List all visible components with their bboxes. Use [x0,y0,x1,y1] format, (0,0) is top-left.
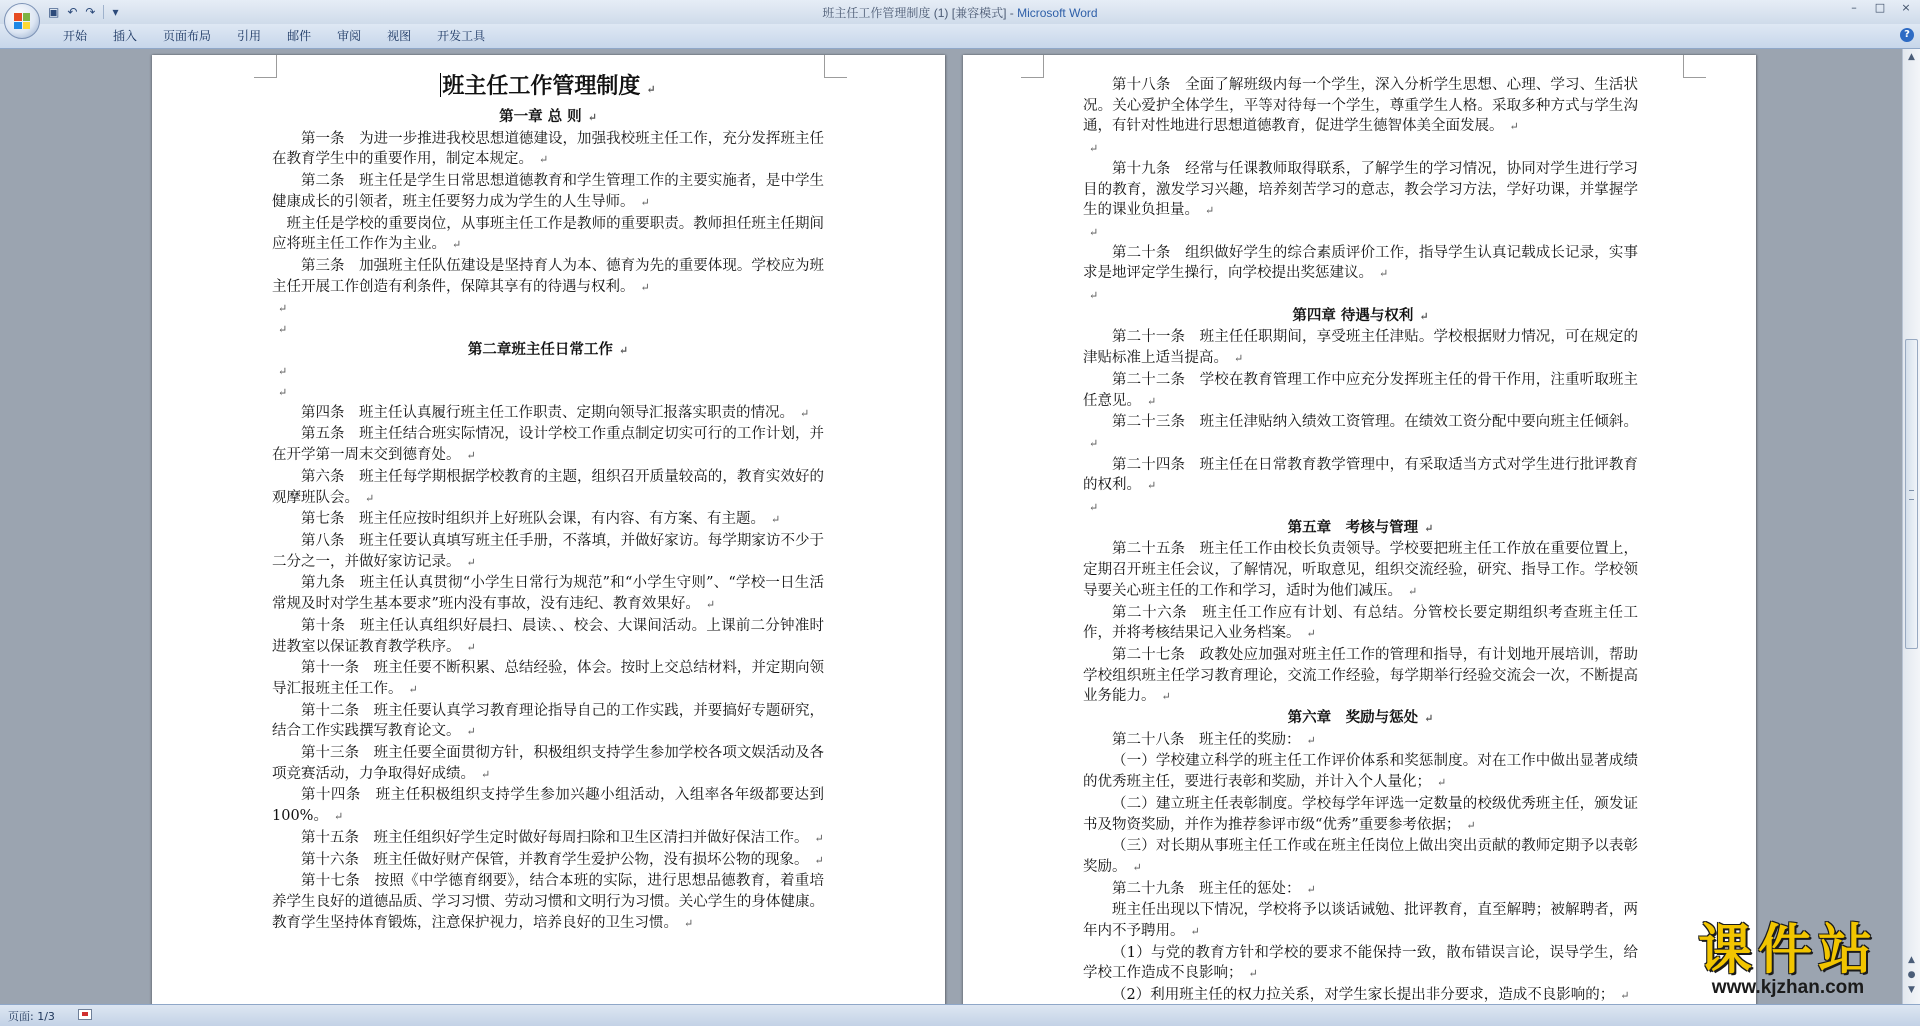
chapter-heading: 第四章 待遇与权利 ↵ [1292,306,1429,324]
tab-home[interactable]: 开始 [63,29,88,43]
paragraph: 第二十九条 班主任的惩处： ↵ [1112,880,1316,897]
paragraph: （1）与党的教育方针和学校的要求不能保持一致，散布错误言论，误导学生，给学校工作造成不良影响； ↵ [1083,944,1638,982]
paragraph: 第九条 班主任认真贯彻“小学生日常行为规范”和“小学生守则”、“学校一日生活常规及时对学生基本要求”班内没有事故，没有违纪、教育效果好。 ↵ [272,575,824,613]
paragraph: （二）建立班主任表彰制度。学校每学年评选一定数量的校级优秀班主任，颁发证书及物资奖励，并作为推荐参评市级“优秀”重要参考依据； ↵ [1083,795,1638,833]
document-name: 班主任工作管理制度 (1) [兼容模式] - [822,6,1018,20]
minimize-button[interactable]: – [1851,1,1857,14]
paragraph: （三）对长期从事班主任工作或在班主任岗位上做出突出贡献的教师定期予以表彰奖励。 ↵ [1083,838,1638,875]
tab-review[interactable]: 审阅 [337,29,362,43]
paragraph: 班主任是学校的重要岗位，从事班主任工作是教师的重要职责。教师担任班主任期间应将班主任工作作为主业。 ↵ [272,215,824,253]
scroll-thumb[interactable] [1905,339,1918,649]
empty-paragraph: ↵ [278,323,288,337]
paragraph: 第二条 班主任是学生日常思想道德教育和学生管理工作的主要实施者，是中学生健康成长的引领者，班主任要努力成为学生的人生导师。 ↵ [272,173,824,210]
crop-mark [824,55,847,78]
paragraph: 第七条 班主任应按时组织并上好班队会课，有内容、有方案、有主题。 ↵ [301,511,781,528]
previous-page-icon[interactable]: ▲ [1908,955,1915,965]
paragraph: 第十三条 班主任要全面贯彻方针，积极组织支持学生参加学校各项文娱活动及各项竞赛活动，力争取得好成绩。 ↵ [272,745,824,782]
tab-mailings[interactable]: 邮件 [287,29,312,43]
paragraph: 第十二条 班主任要认真学习教育理论指导自己的工作实践，并要搞好专题研究，结合工作实践撰写教育论文。 ↵ [272,702,824,740]
paragraph: 第十四条 班主任积极组织支持学生参加兴趣小组活动，入组率各年级都要达到 100%。 ↵ [272,787,824,825]
tab-insert[interactable]: 插入 [113,29,138,43]
paragraph: 第四条 班主任认真履行班主任工作职责、定期向领导汇报落实职责的情况。 ↵ [301,404,810,421]
paragraph: 第二十四条 班主任在日常教育教学管理中，有采取适当方式对学生进行批评教育的权利。 ↵ [1083,456,1638,494]
paragraph: 第十五条 班主任组织好学生定时做好每周扫除和卫生区清扫并做好保洁工作。 ↵ [301,829,824,846]
ribbon-tabs [50,28,498,44]
vertical-scrollbar[interactable] [1902,49,1920,1004]
grip-icon [1909,490,1914,500]
paragraph: 第十六条 班主任做好财产保管，并教育学生爱护公物，没有损坏公物的现象。 ↵ [301,851,824,868]
chapter-heading: 第二章班主任日常工作 ↵ [467,340,629,358]
window-controls [1846,1,1914,14]
chapter-heading: 第六章 奖励与惩处 ↵ [1287,709,1434,727]
paragraph: 第一条 为进一步推进我校思想道德建设，加强我校班主任工作，充分发挥班主任在教育学生中的重要作用，制定本规定。 ↵ [272,130,824,168]
help-icon[interactable]: ? [1900,28,1914,42]
watermark-name: 课件站 [1698,918,1878,981]
scroll-up-icon[interactable]: ▲ [1908,52,1915,62]
paragraph: 班主任出现以下情况，学校将予以谈话诫勉、批评教育，直至解聘；被解聘者，两年内不予聘用。 ↵ [1083,902,1638,940]
crop-mark [1683,55,1706,78]
paragraph: 第五条 班主任结合班实际情况，设计学校工作重点制定切实可行的工作计划，并在开学第一周末交到德育处。 ↵ [272,426,824,464]
ribbon-tab-bar [0,24,1920,49]
proofing-icon[interactable] [78,1009,92,1020]
empty-paragraph: ↵ [278,386,288,400]
paragraph: 第二十五条 班主任工作由校长负责领导。学校要把班主任工作放在重要位置上，定期召开班主任会议，了解情况，听取意见，组织交流经验，研究、指导工作。学校领导要关心班主任的工作和学习，适时为他们减压。 ↵ [1083,541,1638,599]
browse-object-icon[interactable]: ● [1907,970,1916,980]
redo-icon[interactable]: ↷ [85,5,96,19]
paragraph: 第二十一条 班主任任职期间，享受班主任津贴。学校根据财力情况，可在规定的津贴标准上适当提高。 ↵ [1083,329,1638,367]
chapter-heading: 第五章 考核与管理 ↵ [1287,518,1434,536]
customize-icon[interactable]: ▾ [112,5,119,19]
paragraph: 第二十三条 班主任津贴纳入绩效工资管理。在绩效工资分配中要向班主任倾斜。↵ [1089,414,1638,450]
paragraph: 第六条 班主任每学期根据学校教育的主题，组织召开质量较高的，教育实效好的观摩班队会。 ↵ [272,468,824,506]
app-name: Microsoft Word [1017,6,1098,20]
paragraph: 第二十八条 班主任的奖励： ↵ [1112,731,1316,748]
paragraph: （一）学校建立科学的班主任工作评价体系和奖惩制度。对在工作中做出显著成绩的优秀班主任，要进行表彰和奖励，并计入个人量化； ↵ [1083,753,1638,791]
title-bar [0,0,1920,24]
document-page-1[interactable] [152,55,945,1010]
window-title [0,4,1920,21]
paragraph: 第三条 加强班主任队伍建设是坚持育人为本、德育为先的重要体现。学校应为班主任开展工作创造有利条件，保障其享有的待遇与权利。 ↵ [272,257,824,295]
paragraph: 第二十二条 学校在教育管理工作中应充分发挥班主任的骨干作用，注重听取班主任意见。 ↵ [1083,371,1638,409]
paragraph: 第十九条 经常与任课教师取得联系，了解学生的学习情况，协同对学生进行学习目的教育，激发学习兴趣，培养刻苦学习的意志，教会学习方法，学好功课，并掌握学生的课业负担量。 ↵ [1083,160,1638,219]
next-page-icon[interactable]: ▼ [1908,985,1915,995]
office-logo-icon [14,13,30,29]
empty-paragraph: ↵ [1089,225,1099,239]
watermark-url: www.kjzhan.com [1711,977,1865,998]
paragraph: 第二十七条 政教处应加强对班主任工作的管理和指导，有计划地开展培训，帮助学校组织班主任学习教育理论，交流工作经验，每学期举行经验交流会一次，不断提高业务能力。 ↵ [1083,646,1638,705]
paragraph: 第二十六条 班主任工作应有计划、有总结。分管校长要定期组织考查班主任工作，并将考核结果记入业务档案。 ↵ [1083,604,1638,642]
document-title: 班主任工作管理制度 ↵ [442,73,656,99]
paragraph: 第十条 班主任认真组织好晨扫、晨读、、校会、大课间活动。上课前二分钟准时进教室以保证教育教学秩序。 ↵ [272,617,824,655]
page-1-text[interactable] [272,69,824,934]
paragraph: 第十八条 全面了解班级内每一个学生，深入分析学生思想、心理、学习、生活状况。关心爱护全体学生，平等对待每一个学生，尊重学生人格。采取多种方式与学生沟通，有针对性地进行思想道德教育，促进学生德智体美全面发展。 ↵ [1083,77,1638,135]
empty-paragraph: ↵ [1089,501,1099,515]
page-count[interactable]: 页面: 1/3 [8,1010,55,1023]
empty-paragraph: ↵ [1089,289,1099,302]
page-2-text[interactable] [1083,75,1638,1007]
tab-view[interactable]: 视图 [387,29,412,43]
status-bar [0,1004,1920,1026]
crop-mark [1021,55,1044,78]
paragraph: 第八条 班主任要认真填写班主任手册，不落填，并做好家访。每学期家访不少于二分之一，并做好家访记录。 ↵ [272,533,824,570]
tab-developer[interactable]: 开发工具 [437,29,486,43]
empty-paragraph: ↵ [278,365,288,379]
empty-paragraph: ↵ [278,302,288,316]
paragraph: 第二十条 组织做好学生的综合素质评价工作，指导学生认真记载成长记录，实事求是地评定学生操行，向学校提出奖惩建议。 ↵ [1083,244,1638,282]
tab-page-layout[interactable]: 页面布局 [163,29,212,43]
undo-icon[interactable]: ↶ [67,5,78,19]
office-button[interactable] [4,3,40,39]
chapter-heading: 第一章 总 则 ↵ [499,108,597,125]
empty-paragraph: ↵ [1089,142,1099,156]
document-page-2[interactable] [963,55,1756,1010]
maximize-button[interactable]: □ [1874,1,1886,14]
paragraph: 第十七条 按照《中学德育纲要》，结合本班的实际，进行思想品德教育，着重培养学生良好的道德品质、学习习惯、劳动习惯和文明行为习惯。关心学生的身体健康。教育学生坚持体育锻炼，注意保护视力，培养良好的卫生习惯。 ↵ [272,873,824,931]
site-watermark [1668,918,1908,998]
paragraph: 第十一条 班主任要不断积累、总结经验，体会。按时上交总结材料，并定期向领导汇报班主任工作。 ↵ [272,660,824,697]
paragraph: （2）利用班主任的权力拉关系，对学生家长提出非分要求，造成不良影响的； ↵ [1112,987,1630,1004]
save-icon[interactable]: ▣ [48,5,60,19]
close-button[interactable]: × [1901,1,1911,14]
tab-references[interactable]: 引用 [237,29,262,43]
